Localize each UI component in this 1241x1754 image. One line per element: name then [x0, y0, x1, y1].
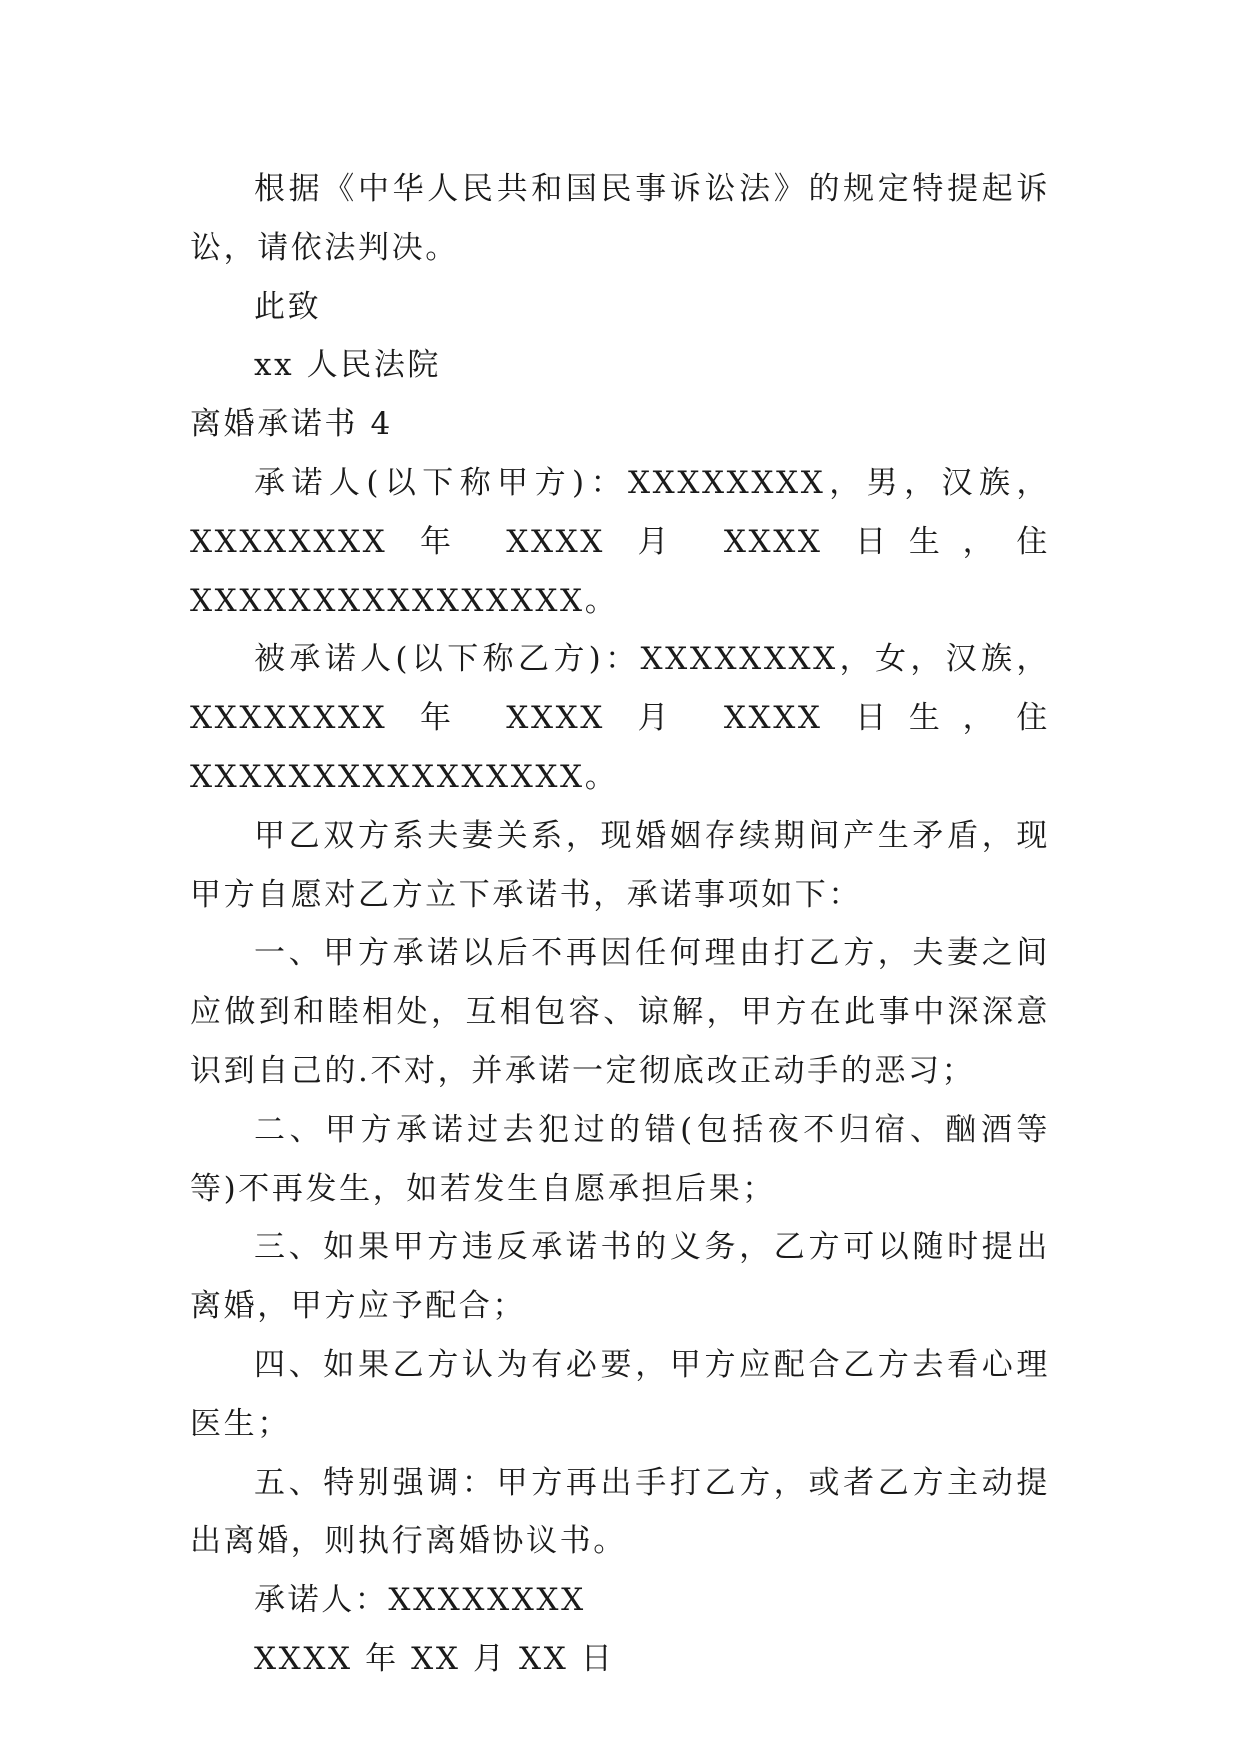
- date-line: XXXX 年 XX 月 XX 日: [254, 1640, 615, 1677]
- commitment-item: 五、特别强调：甲方再出手打乙方，或者乙方主动提出离婚，则执行离婚协议书。: [190, 1464, 1050, 1560]
- commitment-item: 一、甲方承诺以后不再因任何理由打乙方，夫妻之间应做到和睦相处，互相包容、谅解，甲方在此事中深深意识到自己的.不对，并承诺一定彻底改正动手的恶习；: [190, 935, 1050, 1089]
- commitment-item: 三、如果甲方违反承诺书的义务，乙方可以随时提出离婚，甲方应予配合；: [190, 1229, 1050, 1325]
- party-a-paragraph: 承诺人(以下称甲方)：XXXXXXXX，男，汉族，XXXXXXXX 年 XXXX 月 XXXX 日生，住 XXXXXXXXXXXXXXXX。: [190, 464, 1050, 619]
- party-b-paragraph: 被承诺人(以下称乙方)：XXXXXXXX，女，汉族，XXXXXXXX 年 XXXX 月 XXXX 日生，住 XXXXXXXXXXXXXXXX。: [190, 641, 1050, 795]
- document-title: 离婚承诺书 4: [190, 406, 393, 443]
- signer-line: 承诺人：XXXXXXXX: [254, 1582, 586, 1619]
- preamble-paragraph: 甲乙双方系夫妻关系，现婚姻存续期间产生矛盾，现甲方自愿对乙方立下承诺书，承诺事项如下：: [190, 817, 1050, 913]
- commitment-item: 二、甲方承诺过去犯过的错(包括夜不归宿、酗酒等等)不再发生，如若发生自愿承担后果；: [190, 1111, 1050, 1207]
- court-name: xx 人民法院: [254, 347, 442, 384]
- lawsuit-closing-paragraph: 根据《中华人民共和国民事诉讼法》的规定特提起诉讼，请依法判决。: [190, 171, 1050, 266]
- commitment-item: 四、如果乙方认为有必要，甲方应配合乙方去看心理医生；: [190, 1346, 1050, 1442]
- salutation: 此致: [254, 288, 322, 325]
- document-body: [190, 160, 1050, 1689]
